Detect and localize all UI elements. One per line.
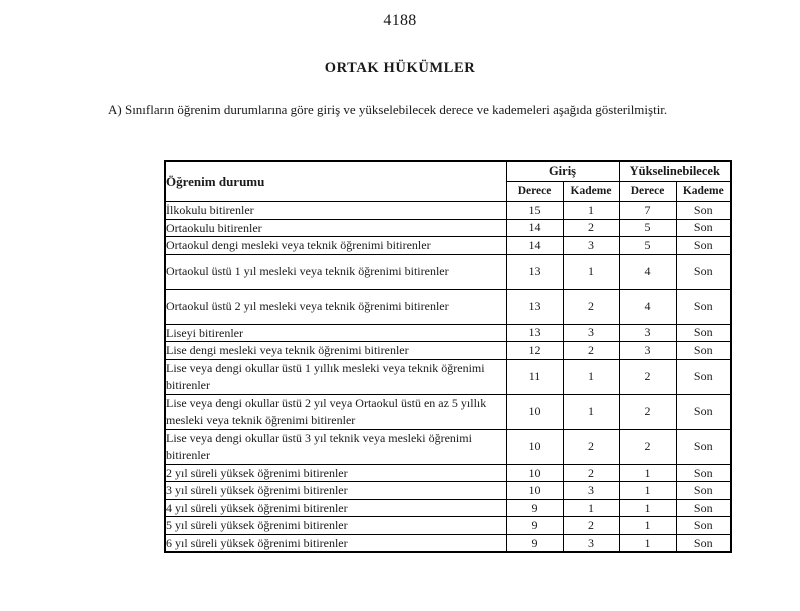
cell-education-status: Lise veya dengi okullar üstü 2 yıl veya Ortaokul üstü en az 5 yıllık mesleki veya teknik öğrenimi bitirenler	[165, 394, 506, 429]
page-number: 4188	[383, 12, 417, 29]
table-row	[165, 499, 731, 517]
cell-education-status: 4 yıl süreli yüksek öğrenimi bitirenler	[165, 499, 506, 517]
cell-education-status: Lise veya dengi okullar üstü 1 yıllık mesleki veya teknik öğrenimi bitirenler	[165, 359, 506, 394]
cell-promotable-degree: 1	[619, 464, 676, 482]
table-row	[165, 464, 731, 482]
cell-promotable-step: Son	[676, 219, 731, 237]
cell-education-status: Ortaokulu bitirenler	[165, 219, 506, 237]
cell-education-status: 5 yıl süreli yüksek öğrenimi bitirenler	[165, 517, 506, 535]
cell-promotable-step: Son	[676, 517, 731, 535]
cell-promotable-step: Son	[676, 482, 731, 500]
cell-entry-degree: 13	[506, 254, 563, 289]
cell-promotable-degree: 5	[619, 237, 676, 255]
grades-table-container	[164, 160, 730, 553]
cell-entry-degree: 10	[506, 394, 563, 429]
education-grades-table	[164, 160, 732, 553]
cell-entry-step: 2	[563, 219, 619, 237]
cell-promotable-degree: 1	[619, 534, 676, 552]
table-row	[165, 482, 731, 500]
cell-promotable-degree: 3	[619, 324, 676, 342]
cell-promotable-step: Son	[676, 394, 731, 429]
table-header	[165, 161, 731, 202]
cell-promotable-degree: 1	[619, 499, 676, 517]
cell-promotable-step: Son	[676, 254, 731, 289]
cell-entry-degree: 9	[506, 534, 563, 552]
cell-entry-step: 2	[563, 289, 619, 324]
cell-entry-step: 3	[563, 482, 619, 500]
cell-entry-degree: 10	[506, 482, 563, 500]
cell-entry-degree: 9	[506, 499, 563, 517]
cell-promotable-step: Son	[676, 499, 731, 517]
cell-promotable-step: Son	[676, 342, 731, 360]
table-row	[165, 517, 731, 535]
cell-education-status: İlkokulu bitirenler	[165, 202, 506, 220]
table-row	[165, 219, 731, 237]
cell-entry-step: 3	[563, 237, 619, 255]
cell-promotable-step: Son	[676, 289, 731, 324]
cell-promotable-step: Son	[676, 429, 731, 464]
cell-promotable-degree: 5	[619, 219, 676, 237]
cell-promotable-step: Son	[676, 324, 731, 342]
cell-entry-degree: 13	[506, 324, 563, 342]
cell-entry-step: 3	[563, 324, 619, 342]
cell-education-status: Lise veya dengi okullar üstü 3 yıl teknik veya mesleki öğrenimi bitirenler	[165, 429, 506, 464]
table-row	[165, 254, 731, 289]
cell-entry-degree: 12	[506, 342, 563, 360]
cell-entry-step: 1	[563, 394, 619, 429]
column-header-group-entry: Giriş	[506, 161, 619, 182]
cell-promotable-step: Son	[676, 359, 731, 394]
cell-entry-step: 2	[563, 464, 619, 482]
document-page	[0, 12, 800, 611]
cell-promotable-degree: 2	[619, 359, 676, 394]
table-row	[165, 202, 731, 220]
table-row	[165, 324, 731, 342]
cell-entry-step: 1	[563, 254, 619, 289]
cell-promotable-degree: 7	[619, 202, 676, 220]
table-body	[165, 202, 731, 553]
table-row	[165, 237, 731, 255]
cell-entry-step: 2	[563, 429, 619, 464]
cell-education-status: 3 yıl süreli yüksek öğrenimi bitirenler	[165, 482, 506, 500]
cell-entry-step: 1	[563, 359, 619, 394]
column-header-promotable-degree: Derece	[619, 182, 676, 202]
cell-promotable-step: Son	[676, 237, 731, 255]
cell-promotable-step: Son	[676, 464, 731, 482]
cell-entry-step: 3	[563, 534, 619, 552]
table-row	[165, 534, 731, 552]
cell-promotable-degree: 1	[619, 517, 676, 535]
cell-education-status: 6 yıl süreli yüksek öğrenimi bitirenler	[165, 534, 506, 552]
cell-education-status: 2 yıl süreli yüksek öğrenimi bitirenler	[165, 464, 506, 482]
cell-entry-step: 2	[563, 517, 619, 535]
cell-education-status: Ortaokul üstü 2 yıl mesleki veya teknik öğrenimi bitirenler	[165, 289, 506, 324]
page-title: ORTAK HÜKÜMLER	[324, 60, 476, 76]
cell-entry-step: 2	[563, 342, 619, 360]
cell-entry-step: 1	[563, 499, 619, 517]
table-row	[165, 289, 731, 324]
cell-education-status: Liseyi bitirenler	[165, 324, 506, 342]
cell-promotable-degree: 1	[619, 482, 676, 500]
table-row	[165, 429, 731, 464]
cell-promotable-degree: 4	[619, 289, 676, 324]
cell-promotable-degree: 3	[619, 342, 676, 360]
column-header-entry-step: Kademe	[563, 182, 619, 202]
cell-entry-degree: 10	[506, 429, 563, 464]
table-row	[165, 342, 731, 360]
table-header-row-groups	[165, 161, 731, 182]
cell-entry-degree: 15	[506, 202, 563, 220]
cell-entry-step: 1	[563, 202, 619, 220]
cell-entry-degree: 13	[506, 289, 563, 324]
cell-entry-degree: 9	[506, 517, 563, 535]
cell-entry-degree: 14	[506, 219, 563, 237]
cell-promotable-degree: 2	[619, 394, 676, 429]
column-header-group-promotable: Yükselinebilecek	[619, 161, 731, 182]
cell-promotable-degree: 4	[619, 254, 676, 289]
column-header-promotable-step: Kademe	[676, 182, 731, 202]
cell-entry-degree: 10	[506, 464, 563, 482]
cell-promotable-degree: 2	[619, 429, 676, 464]
column-header-entry-degree: Derece	[506, 182, 563, 202]
cell-education-status: Lise dengi mesleki veya teknik öğrenimi bitirenler	[165, 342, 506, 360]
cell-promotable-step: Son	[676, 534, 731, 552]
column-header-education-status: Öğrenim durumu	[165, 161, 506, 202]
cell-education-status: Ortaokul dengi mesleki veya teknik öğrenimi bitirenler	[165, 237, 506, 255]
cell-entry-degree: 14	[506, 237, 563, 255]
cell-entry-degree: 11	[506, 359, 563, 394]
table-row	[165, 359, 731, 394]
cell-promotable-step: Son	[676, 202, 731, 220]
intro-paragraph: A) Sınıfların öğrenim durumlarına göre giriş ve yükselebilecek derece ve kademeleri aşağıda gösterilmiştir.	[108, 102, 668, 117]
cell-education-status: Ortaokul üstü 1 yıl mesleki veya teknik öğrenimi bitirenler	[165, 254, 506, 289]
table-row	[165, 394, 731, 429]
